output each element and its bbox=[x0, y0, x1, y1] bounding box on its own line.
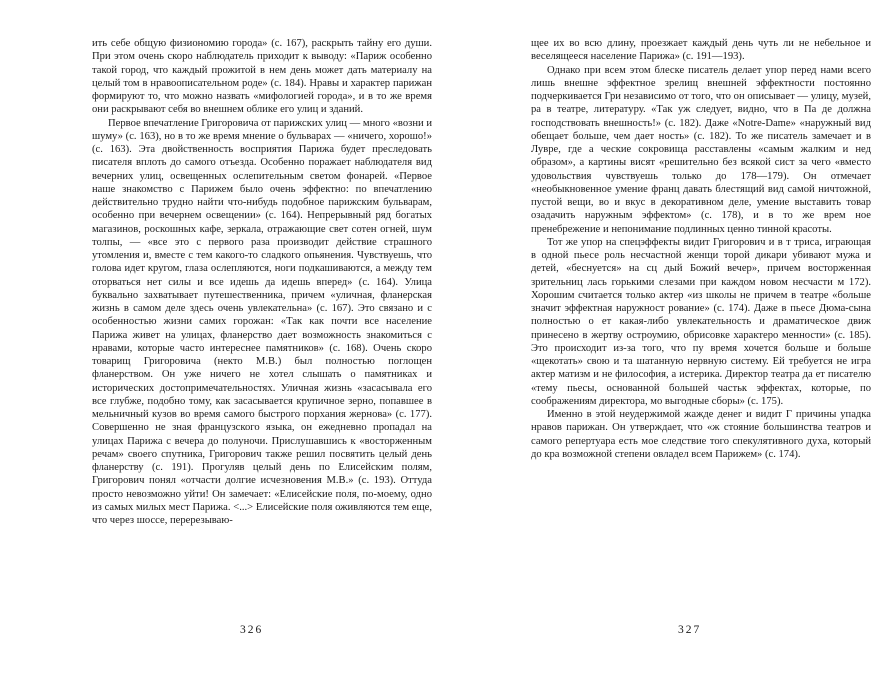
right-paragraph-4: Именно в этой неудержимой жажде денег и видит Г причины упадка нравов парижан. Он утверждает, что «ж стояние большинства театров и самого репертуара есть мое следствие того спекулятивного духа, который до кра возможной степени овладел всем Парижем» (с. 174). bbox=[531, 409, 871, 460]
left-page-number: 326 bbox=[240, 624, 264, 636]
left-page bbox=[92, 37, 432, 527]
right-page-number: 327 bbox=[678, 624, 702, 636]
right-page-column bbox=[531, 37, 871, 461]
right-paragraph-3: Тот же упор на спецэффекты видит Григорович и в т триса, играющая в одной пьесе роль несчастной женщи торой дикари убивают мужа и детей, «беснуется» на сц дый Божий вечер», причем восторженная зрительниц лась горькими слезами при каждом новом несчасти м 172). Хорошим считается только актер «из школы не причем в театре «больше значит эффектная наружност рование» (с. 174). Даже в пьесе Дюма-сына полностью о ет какая-либо увлекательность и драматическое движ принесено в жертву остроумию, обрисовке характеро менности» (с. 185). Это происходит из-за того, что пу время хочется больше и больше «щекотать» свою и та шатанную нервную систему. Ей требуется не игра актер матизм и не философия, а истерика. Директор театра да ет писателю «тему пьесы, основанной большей частьк эффектах, которые, по соображениям директора, мо выгодные сборы» (с. 175). bbox=[531, 236, 871, 407]
right-page bbox=[531, 37, 871, 637]
left-paragraph-1: ить себе общую физиономию города» (с. 167), раскрыть тайну его души. При этом очень скоро наблюдатель приходит к выводу: «Париж особенно такой город, что каждый прожитой в нем день может дать материалу на целый том в нравоописательном роде» (с. 184). Нравы и характер парижан формируют то, что можно назвать «мифологией города», и в то же время они раскрывают себя во внешнем облике его улиц и зданий. bbox=[92, 38, 432, 116]
right-paragraph-1: щее их во всю длину, проезжает каждый день чуть ли не небельное и веселящееся население Парижа» (с. 191—193). bbox=[531, 38, 871, 63]
left-paragraph-2: Первое впечатление Григоровича от парижских улиц — много «возни и шуму» (с. 163), но в то же время мнение о бульварах — «ничего, хорошо!» (с. 163). Эта двойственность восприятия Парижа будет преследовать писателя вплоть до самого отъезда. Особенно поражает наблюдателя вид вечерних улиц, освещенных ослепительным светом фонарей. «Первое наше знакомство с Парижем было очень эффектно: по впечатлению действительно трудно найти что-нибудь подобное парижским бульварам, особенно при вечернем освещении» (с. 164). Непрерывный ряд богатых магазинов, роскошных кафе, зеркала, отражающие свет сотен огней, шум толпы, — «все это с первого раза производит действие страшного утомления и, вместе с тем какого-то сладкого опьянения. Чувствуешь, что голова идет кругом, глаза ослепляются, ноги подкашиваются, а между тем оторваться нет силы и все идешь да идешь вперед» (с. 164). Улица буквально захватывает путешественника, причем «уличная, фланерская жизнь в самом деле здесь очень увлекательна» (с. 167). Это связано и с особенностью жизни самих горожан: «Так как почти все население Парижа живет на улицах, фланерство дает возможность знакомиться с нравами, которые часто интереснее памятников» (с. 168). Очень скоро товарищ Григоровича (некто М.В.) был полностью поглощен фланерством. Он уже ничего не хотел слышать о памятниках и исторических достопримечательностях. Уличная жизнь «засасывала его все глубже, подобно тому, как засасывается крупичное зерно, попавшее в мельничный кузов во время самого быстрого порхания жернова» (с. 177). Совершенно не зная французского языка, он ежедневно пропадал на улицах Парижа с вечера до полуночи. Прислушавшись к «восторженным речам» своего спутника, Григорович также решил посвятить целый день фланерству (с. 191). Прогуляв целый день по Елисейским полям, Григорович понял «отчасти долгие исчезновения М.В.» (с. 193). Оттуда просто невозможно уйти! Он замечает: «Елисейские поля, по-моему, одно из самых милых мест Парижа. <...> Елисейские поля оживляются тем еще, что через шоссе, перерезываю- bbox=[92, 117, 432, 526]
right-paragraph-2: Однако при всем этом блеске писатель делает упор перед нами всего лишь внешне эффектное зрелищ внешней эффектности постоянно подчеркивается Гри независимо от того, что он описывает — улицу, музей, ра в театре, литературу. «Так уж следует, видно, что в Па де должна господствовать внешность!» (с. 182). Даже «Notre-Dame» «наружный вид обещает больше, чем дает ность» (с. 182). То же писатель замечает и в Лувре, где а ческие сокровища расставлены «самым жалким и нед образом», а картины висят «решительно без всякой сист за чего «вместо удовольствия чувствуешь только до 178—179). Он отмечает «необыкновенное умение франц давать блестящий вид самой ничтожной, пустой вещи, во и вкус в декоративном деле, умение выставить товар озадачить наружным эффектом» (с. 178), и в то же врем ное пренебрежение и непонимание подлинных ценно тинной красоты. bbox=[531, 64, 871, 235]
